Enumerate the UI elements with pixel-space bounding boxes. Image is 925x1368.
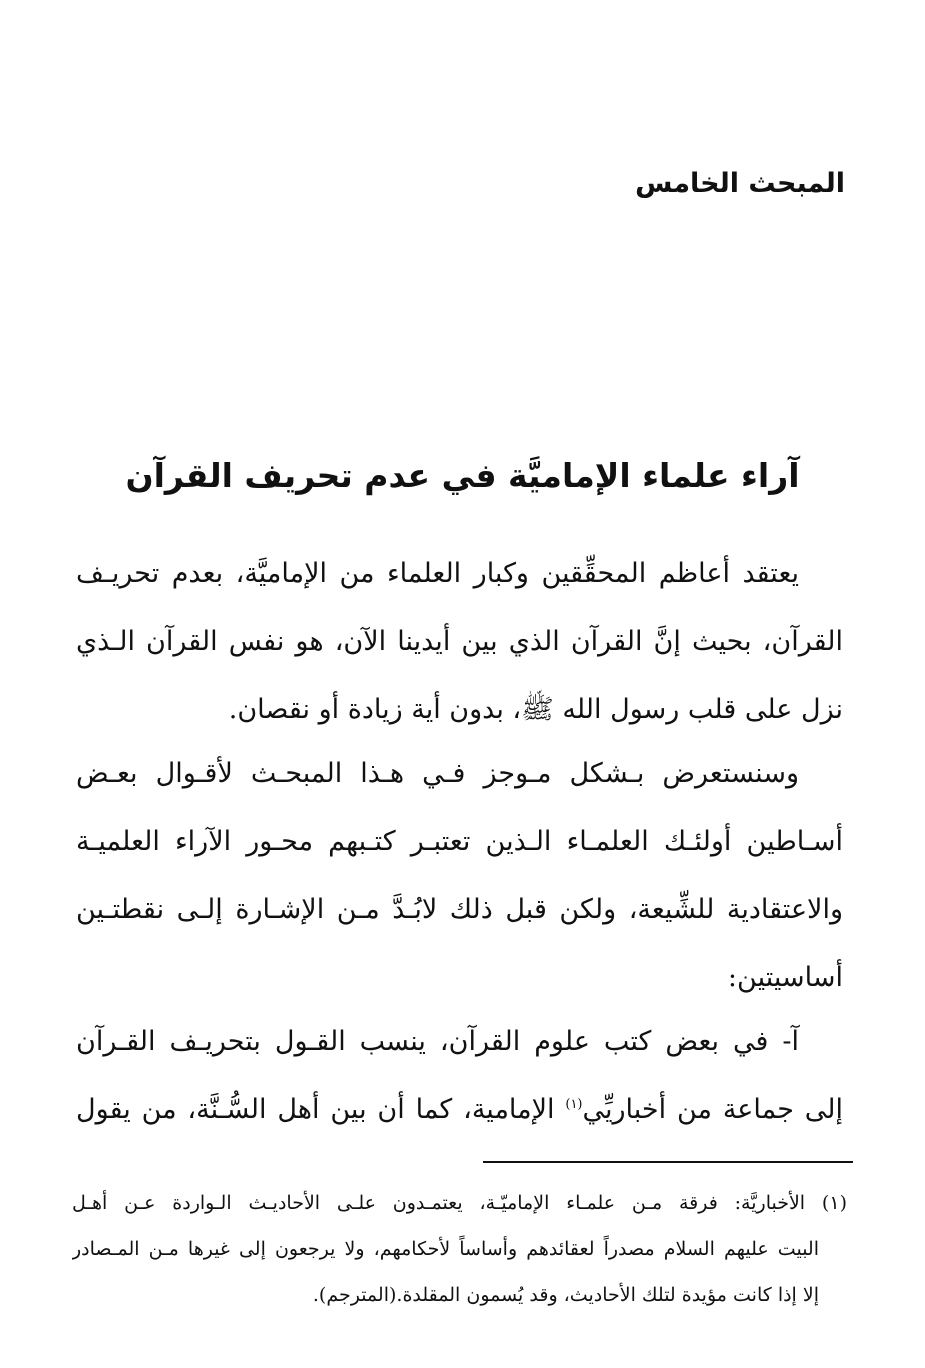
paragraph-line: وسنستعرض بـشكل مـوجز فـي هـذا المبحـث لأقـوال بعـض: [76, 758, 799, 789]
paragraph-line: القرآن، بحيث إنَّ القرآن الذي بين أيدينا الآن، هو نفس القرآن الـذي: [76, 626, 843, 657]
paragraph-line: نزل على قلب رسول الله ﷺ، بدون أية زيادة أو نقصان.: [228, 694, 843, 725]
paragraph-3: [76, 1008, 843, 1144]
paragraph-line: [76, 1076, 843, 1144]
footnote-line: (١) الأخباريَّة: فرقة مـن علمـاء الإماميّـة، يعتمـدون علـى الأحاديـث الـواردة عـن أهـل: [72, 1192, 847, 1214]
paragraph-line: آ- في بعض كتب علوم القرآن، ينسب القـول بتحريـف القـرآن: [76, 1026, 799, 1057]
paragraph-line: يعتقد أعاظم المحقِّقين وكبار العلماء من الإماميَّة، بعدم تحريـف: [76, 558, 799, 589]
section-label: المبحث الخامس: [635, 168, 845, 199]
paragraph-line: أسـاطين أولئـك العلمـاء الـذين تعتبـر كتـبهم محـور الآراء العلميـة: [76, 826, 843, 857]
paragraph-line-part: الإمامية، كما أن بين أهل السُّـنَّة، من يقول: [76, 1094, 566, 1125]
footnote-1: [72, 1180, 847, 1318]
footnote-reference: (١): [565, 1097, 583, 1112]
paragraph-1: [76, 540, 843, 744]
footnote-line: إلا إذا كانت مؤيدة لتلك الأحاديث، وقد يُسمون المقلدة.(المترجم).: [312, 1284, 819, 1306]
chapter-title: آراء علماء الإماميَّة في عدم تحريف القرآن: [125, 456, 800, 495]
paragraph-line: والاعتقادية للشِّيعة، ولكن قبل ذلك لابُـدَّ مـن الإشـارة إلـى نقطتـين: [76, 894, 843, 925]
paragraph-line: أساسيتين:: [727, 962, 843, 993]
paragraph-2: [76, 740, 843, 1012]
footnote-line: البيت عليهم السلام مصدراً لعقائدهم وأساساً لأحكامهم، ولا يرجعون إلى غيرها مـن المـصادر: [72, 1238, 819, 1260]
paragraph-line-part: إلى جماعة من أخباريِّي: [582, 1094, 843, 1125]
footnote-divider: [483, 1161, 853, 1163]
